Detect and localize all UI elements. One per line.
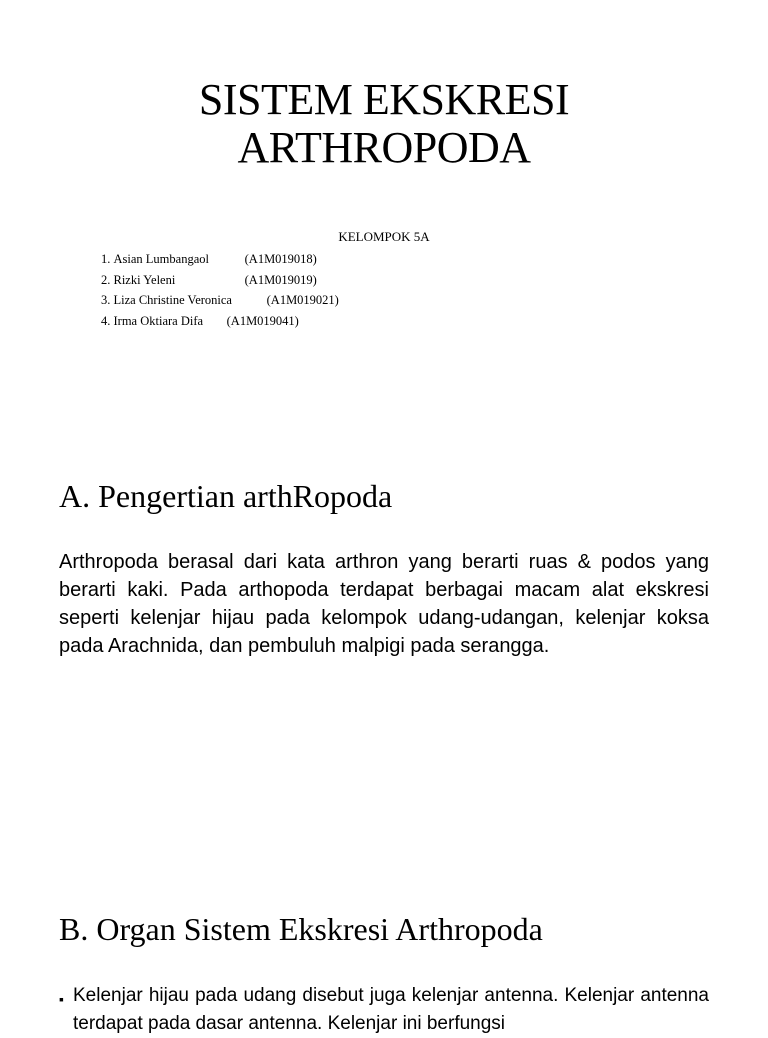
member-item (101, 290, 339, 311)
bullet-text: Kelenjar hijau pada udang disebut juga kelenjar antenna. Kelenjar antenna terdapat pada dasar antenna. Kelenjar ini berfungsi (73, 985, 709, 1034)
title-line-1: SISTEM EKSKRESI (198, 75, 570, 124)
member-nim: (A1M019041) (226, 314, 299, 329)
member-nim: (A1M019019) (244, 272, 317, 287)
definition-paragraph: Arthropoda berasal dari kata arthron yang berarti ruas & podos yang berarti kaki. Pada arthopoda terdapat berbagai macam alat ekskresi seperti kelenjar hijau pada kelompok udang-udangan, kelenjar koksa pada Arachnida, dan pembuluh malpigi pada serangga. (59, 551, 709, 657)
group-label: KELOMPOK 5A (338, 229, 430, 244)
member-item (101, 311, 339, 332)
member-name: Asian Lumbangaol (113, 252, 209, 266)
member-number: 4. (101, 314, 111, 329)
bullet-item (59, 982, 709, 1038)
document-title (0, 76, 768, 172)
title-line-2: ARTHROPODA (237, 123, 531, 172)
member-name: Liza Christine Veronica (113, 293, 232, 308)
member-number: 3. (101, 293, 111, 308)
section-heading-b: B. Organ Sistem Ekskresi Arthropoda (59, 911, 543, 947)
member-nim: (A1M019021) (266, 293, 339, 308)
member-list (101, 249, 339, 332)
member-number: 1. (101, 252, 111, 266)
member-name: Irma Oktiara Difa (113, 314, 204, 329)
member-name: Rizki Yeleni (113, 272, 176, 287)
member-item (101, 249, 339, 270)
member-nim: (A1M019018) (244, 252, 317, 266)
member-item (101, 270, 339, 291)
member-number: 2. (101, 272, 111, 287)
section-heading-a: A. Pengertian arthRopoda (59, 478, 393, 514)
square-bullet-icon: ▪ (59, 991, 64, 1007)
